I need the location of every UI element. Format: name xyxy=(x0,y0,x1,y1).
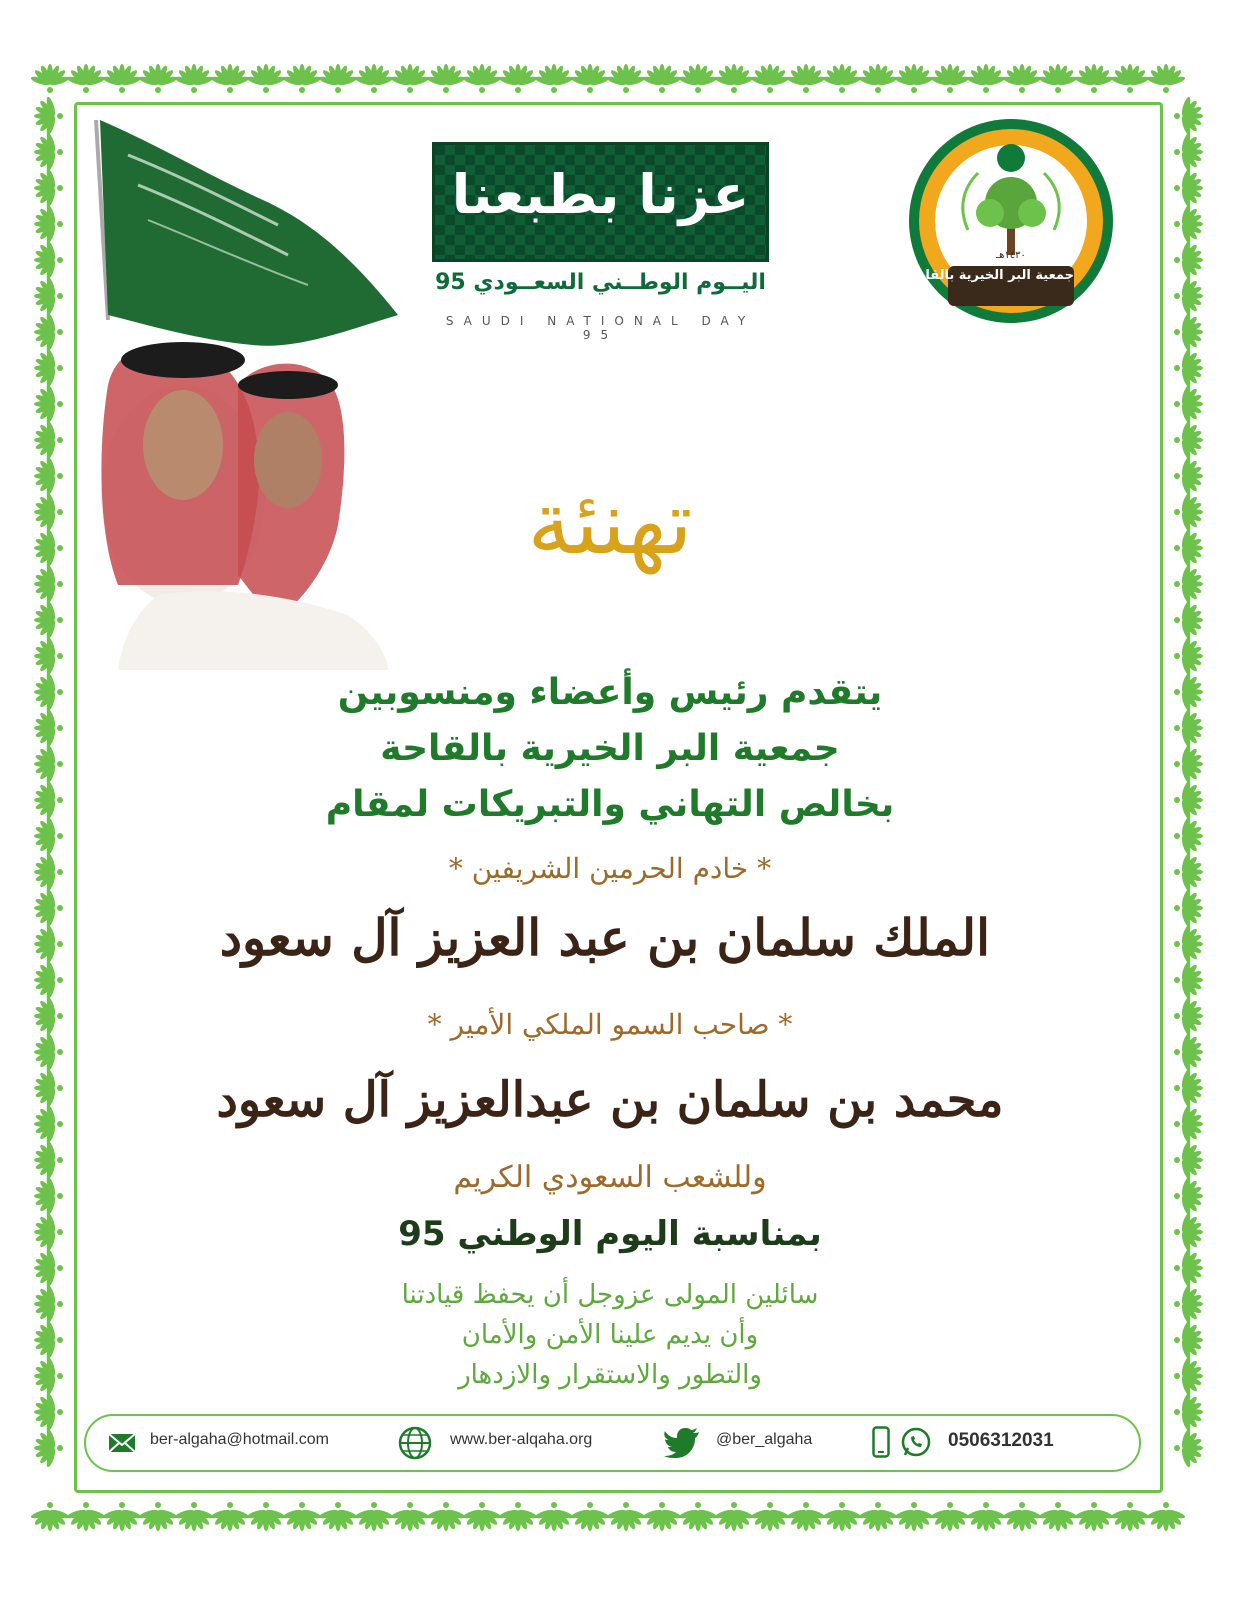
national-day-english: SAUDI NATIONAL DAY 95 xyxy=(445,314,756,342)
crown-prince-name: محمد بن سلمان بن عبدالعزيز آل سعود xyxy=(216,1072,1004,1128)
intro-line-1: يتقدم رئيس وأعضاء ومنسوبين xyxy=(337,672,883,713)
website-link[interactable]: www.ber-alqaha.org xyxy=(450,1431,593,1448)
intro-line-3: بخالص التهاني والتبريكات لمقام xyxy=(325,784,895,825)
slogan-text: عزنا بطبعنا xyxy=(451,163,750,226)
king-name: الملك سلمان بن عبد العزيز آل سعود xyxy=(219,908,990,967)
title-custodian: * خادم الحرمين الشريفين * xyxy=(448,852,772,885)
prayer-line-1: سائلين المولى عزوجل أن يحفظ قيادتنا xyxy=(401,1280,819,1310)
email-link[interactable]: ber-algaha@hotmail.com xyxy=(150,1431,329,1448)
flag-and-leaders-image xyxy=(88,115,418,670)
mail-icon xyxy=(108,1432,136,1458)
slogan-logo xyxy=(432,142,769,262)
founding-year: ١٤٣٠هـ xyxy=(996,250,1026,261)
national-day-arabic: اليــوم الوطــني السعــودي 95 xyxy=(435,270,766,295)
phone-icon xyxy=(872,1426,890,1462)
prayer-line-3: والتطور والاستقرار والازدهار xyxy=(458,1360,762,1390)
twitter-icon xyxy=(664,1428,700,1462)
globe-icon xyxy=(398,1426,432,1464)
twitter-handle[interactable]: @ber_algaha xyxy=(716,1431,813,1448)
organization-logo xyxy=(908,118,1114,324)
organization-name: جمعية البر الخيرية بالقاحة xyxy=(908,268,1074,283)
intro-line-2: جمعية البر الخيرية بالقاحة xyxy=(380,728,840,769)
greeting-heading: تهنئة xyxy=(527,471,693,574)
occasion-line: بمناسبة اليوم الوطني 95 xyxy=(398,1214,822,1254)
title-crown-prince: * صاحب السمو الملكي الأمير * xyxy=(427,1008,793,1041)
people-line: وللشعب السعودي الكريم xyxy=(453,1160,767,1195)
prayer-line-2: وأن يديم علينا الأمن والأمان xyxy=(461,1320,759,1350)
phone-number[interactable]: 0506312031 xyxy=(948,1430,1054,1451)
whatsapp-icon xyxy=(900,1426,932,1462)
